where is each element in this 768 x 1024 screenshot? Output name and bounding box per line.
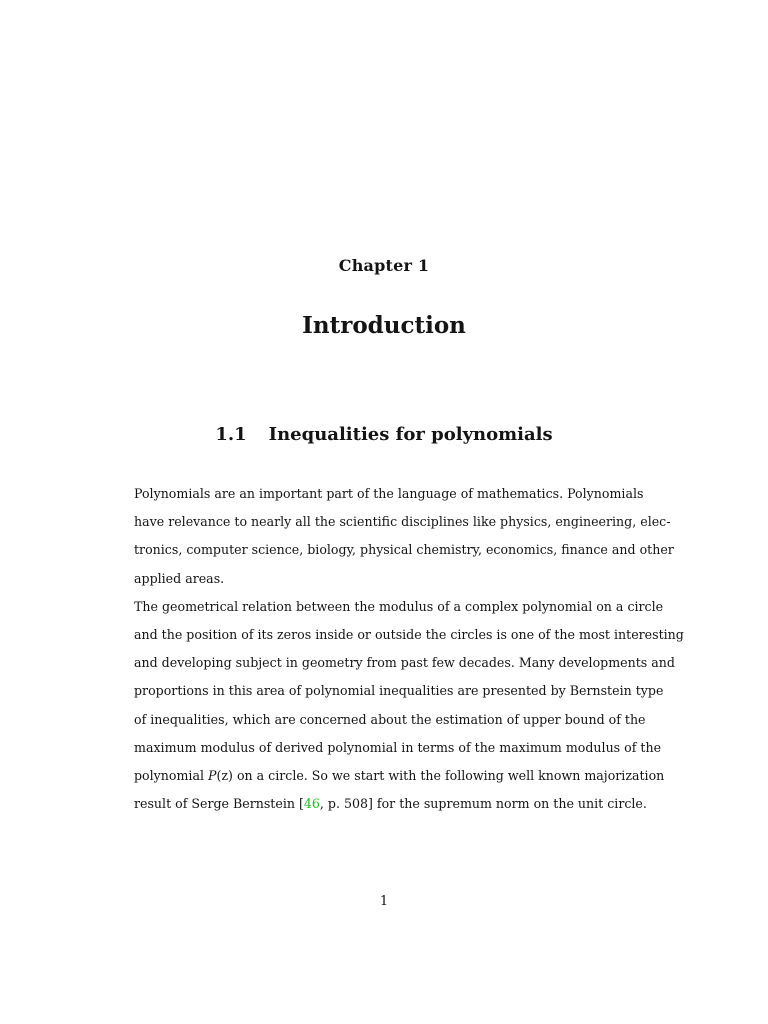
line-text: , p. 508] for the supremum norm on the unit circle. xyxy=(319,796,647,812)
line-text: result of Serge Bernstein [ xyxy=(134,796,304,812)
paragraph-2-line: maximum modulus of derived polynomial in terms of the maximum modulus of the xyxy=(134,739,662,755)
chapter-title: Introduction xyxy=(302,312,466,339)
line-text: polynomial xyxy=(134,768,208,784)
section-heading xyxy=(0,424,768,445)
math-argument: (z) xyxy=(216,768,233,784)
paragraph-2-line: of inequalities, which are concerned about the estimation of upper bound of the xyxy=(134,711,646,727)
paragraph-2-line: and developing subject in geometry from past few decades. Many developments and xyxy=(134,655,675,671)
paragraph-2-line: The geometrical relation between the modulus of a complex polynomial on a circle xyxy=(134,598,664,614)
page-number: 1 xyxy=(379,894,389,909)
chapter-label: Chapter 1 xyxy=(338,256,430,275)
line-text: on a circle. So we start with the following well known majorization xyxy=(232,768,665,784)
math-expression xyxy=(208,768,233,783)
paragraph-2-line: and the position of its zeros inside or outside the circles is one of the most interesting xyxy=(134,627,684,643)
paragraph-2-line: proportions in this area of polynomial inequalities are presented by Bernstein type xyxy=(134,683,664,699)
paragraph-1-line: have relevance to nearly all the scientific disciplines like physics, engineering, elec- xyxy=(134,514,671,530)
section-number: 1.1 xyxy=(215,424,247,445)
paragraph-2-line-with-math xyxy=(134,762,665,790)
citation-link[interactable]: 46 xyxy=(303,796,320,812)
paragraph-1-line: tronics, computer science, biology, physical chemistry, economics, finance and other xyxy=(134,542,674,558)
body-text xyxy=(134,480,684,818)
math-variable-p: P xyxy=(208,768,217,784)
paragraph-1-line: applied areas. xyxy=(134,570,225,586)
section-title: Inequalities for polynomials xyxy=(268,424,553,445)
paragraph-2-line-with-citation xyxy=(134,790,647,818)
paragraph-1-line: Polynomials are an important part of the language of mathematics. Polynomials xyxy=(134,486,644,501)
